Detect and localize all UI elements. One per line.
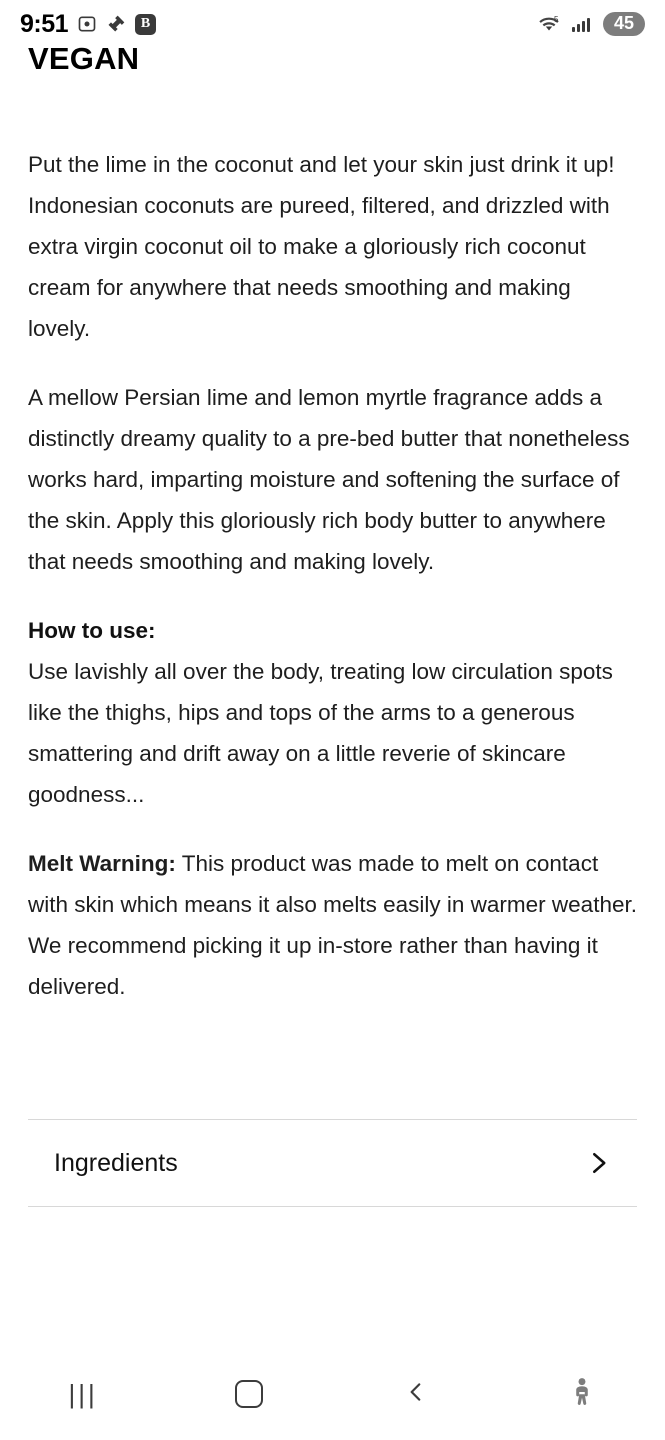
back-icon: [403, 1379, 429, 1410]
melt-warning-label: Melt Warning:: [28, 851, 176, 876]
battery-level: 45: [603, 12, 645, 37]
status-bar-right: [537, 12, 645, 37]
status-bar-left: [20, 10, 156, 39]
tools-icon: [106, 14, 126, 34]
system-navigation-bar: [0, 1348, 665, 1440]
how-to-use-body: Use lavishly all over the body, treating low circulation spots like the thighs, hips and tops of the arms to a generous smattering and drift away on a little reverie of skincare goodness...: [28, 659, 613, 807]
nav-home-button[interactable]: [166, 1380, 332, 1408]
description-paragraph-2: A mellow Persian lime and lemon myrtle fragrance adds a distinctly dreamy quality to a pre-bed butter that nonetheless works hard, imparting moisture and softening the surface of the skin. Apply this gloriously rich body butter to anywhere that needs smoothing and making lovely.: [28, 385, 630, 574]
recents-icon: |||: [68, 1378, 98, 1409]
nav-back-button[interactable]: [333, 1379, 499, 1410]
screenshot-icon: [77, 14, 97, 34]
description-paragraph-1: Put the lime in the coconut and let your skin just drink it up! Indonesian coconuts are pureed, filtered, and drizzled with extra virgin coconut oil to make a gloriously rich coconut cream for anywhere that needs smoothing and making lovely.: [28, 152, 615, 341]
nav-accessibility-button[interactable]: [499, 1377, 665, 1412]
svg-text:5: 5: [553, 14, 559, 24]
wifi-icon: [537, 14, 561, 34]
bold-b-badge: B: [135, 14, 156, 35]
accordion-ingredients-label: Ingredients: [54, 1148, 178, 1177]
product-description: [0, 48, 665, 1207]
status-time: 9:51: [20, 9, 69, 38]
melt-warning: [28, 843, 637, 1007]
chevron-right-icon: [583, 1148, 613, 1178]
page-title: VEGAN: [28, 41, 140, 76]
accordion-ingredients[interactable]: [28, 1119, 637, 1207]
signal-icon: [570, 14, 594, 34]
accessibility-icon: [568, 1377, 596, 1412]
nav-recents-button[interactable]: [0, 1379, 166, 1410]
home-icon: [235, 1380, 263, 1408]
how-to-use-heading: How to use:: [28, 618, 156, 643]
melt-warning-body: This product was made to melt on contact with skin which means it also melts easily in warmer weather. We recommend picking it up in-store rather than having it delivered.: [28, 851, 637, 999]
